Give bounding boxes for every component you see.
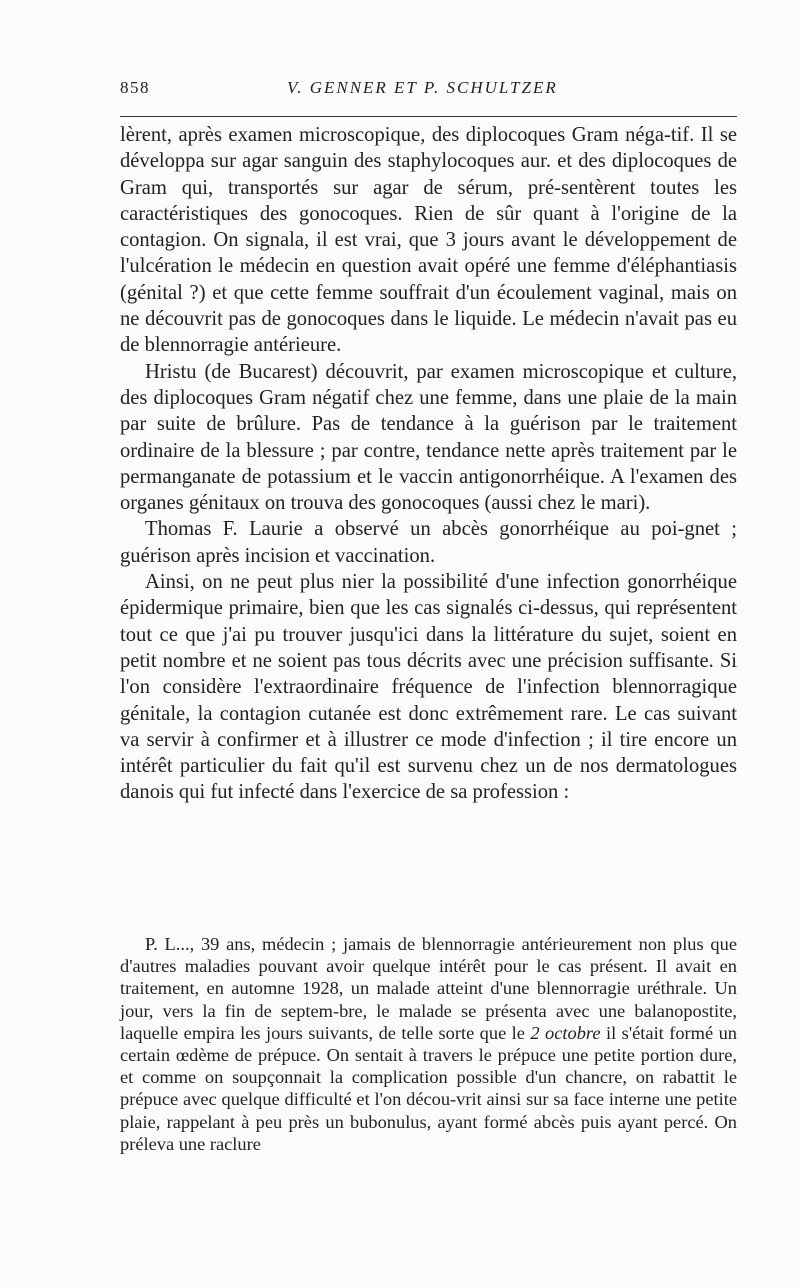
paragraph: Ainsi, on ne peut plus nier la possibilité d'une infection gonorrhéique épidermique primaire, bien que les cas signalés ci-dessus, qui représentent tout ce que j'ai pu trouver jusqu'ici dans la littérature du sujet, soient en petit nombre et ne soient pas tous décrits avec une précision suffisante. Si l'on considère l'extraordinaire fréquence de l'infection blennorragique génitale, la contagion cutanée est donc extrêmement rare. Le cas suivant va servir à confirmer et à illustrer ce mode d'infection ; il tire encore un intérêt particulier du fait qu'il est survenu chez un de nos dermatologues danois qui fut infecté dans l'exercice de sa profession : (120, 571, 737, 804)
main-text (120, 122, 737, 806)
case-paragraph (120, 933, 737, 1155)
paragraph: lèrent, après examen microscopique, des diplocoques Gram néga-tif. Il se développa sur agar sanguin des staphylocoques aur. et des diplocoques de Gram qui, transportés sur agar de sérum, pré-sentèrent toutes les caractéristiques des gonocoques. Rien de sûr quant à l'origine de la contagion. On signala, il est vrai, que 3 jours avant le développement de l'ulcération le médecin en question avait opéré une femme d'éléphantiasis (génital ?) et que cette femme souffrait d'un écoulement vaginal, mais on ne découvrit pas de gonocoques dans le liquide. Le médecin n'avait pas eu de blennorragie antérieure. (120, 124, 737, 357)
header-rule (120, 116, 737, 117)
case-text-before-date: P. L..., 39 ans, médecin ; jamais de blennorragie antérieurement non plus que d'autres maladies pouvant avoir quelque intérêt pour le cas présent. Il avait en traitement, en automne 1928, un malade atteint d'une blennorragie uréthrale. Un jour, vers la fin de septem-bre, le malade se présenta avec une balanopostite, laquelle empira les jours suivants, de telle sorte que le (120, 934, 737, 1043)
case-text-after-date: il s'était formé un certain œdème de prépuce. On sentait à travers le prépuce une petite portion dure, et comme on soupçonnait la complication possible d'un chancre, on rabattit le prépuce avec quelque difficulté et l'on décou-vrit ainsi sur sa face interne une petite plaie, rappelant à peu près un bubonulus, ayant formé abcès puis ayant percé. On préleva une raclure (120, 1022, 737, 1154)
case-report (120, 933, 737, 1155)
running-title: V. GENNER ET P. SCHULTZER (287, 78, 558, 97)
page-number: 858 (120, 78, 150, 97)
paragraph: Thomas F. Laurie a observé un abcès gonorrhéique au poi-gnet ; guérison après incision et vaccination. (120, 518, 737, 567)
paragraph: Hristu (de Bucarest) découvrit, par examen microscopique et culture, des diplocoques Gram négatif chez une femme, dans une plaie de la main par suite de brûlure. Pas de tendance à la guérison par le traitement ordinaire de la blessure ; par contre, tendance nette après traitement par le permanganate de potassium et le vaccin antigonorrhéique. A l'examen des organes génitaux on trouva des gonocoques (aussi chez le mari). (120, 360, 737, 515)
page-header (120, 78, 737, 102)
case-date: 2 octobre (530, 1022, 601, 1043)
